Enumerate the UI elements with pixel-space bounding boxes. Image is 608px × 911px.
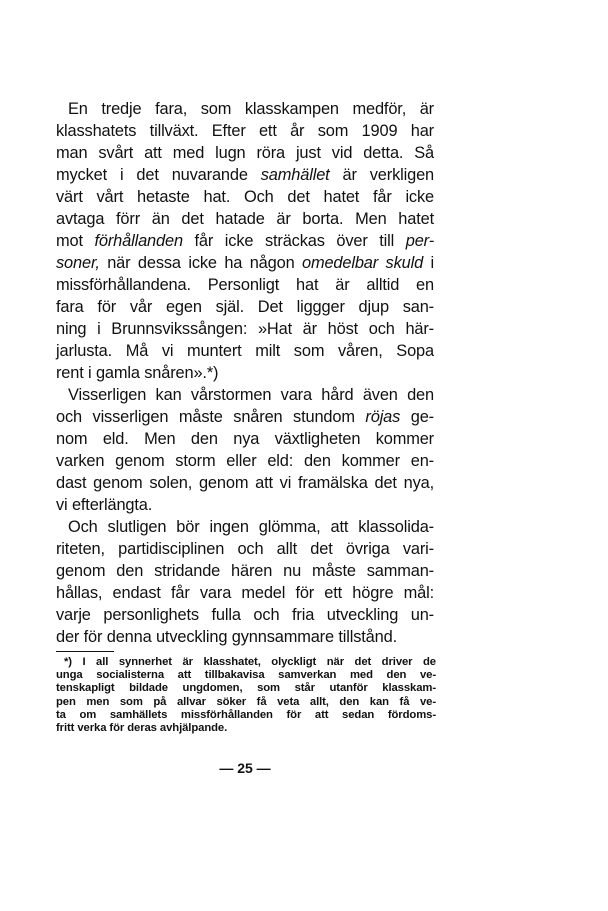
footnote-line: unga socialisterna att tillbakavisa samverkan med den ve- xyxy=(56,669,436,682)
text-segment: får icke sträckas över till xyxy=(182,232,406,250)
text-line xyxy=(56,186,434,208)
text-line xyxy=(56,98,434,120)
text-segment: dast genom solen, genom att vi framälska det nya, xyxy=(56,474,434,492)
text-line xyxy=(56,318,434,340)
paragraph xyxy=(56,384,434,516)
text-line xyxy=(56,164,434,186)
italic-text: samhället xyxy=(260,166,330,184)
text-line xyxy=(56,516,434,538)
text-segment: jarlusta. Må vi muntert milt som våren, Sopa xyxy=(56,342,434,360)
text-line xyxy=(56,604,434,626)
page-number: — 25 — xyxy=(219,760,271,776)
text-segment: varken genom storm eller eld: den kommer en- xyxy=(56,452,434,470)
text-segment: är verkligen xyxy=(329,166,434,184)
text-segment: nom eld. Men den nya växtligheten kommer xyxy=(56,430,434,448)
footnote-divider xyxy=(56,651,114,652)
text-segment: när dessa icke ha någon xyxy=(99,254,302,272)
text-segment: riteten, partidisciplinen och allt det övriga vari- xyxy=(56,540,434,558)
text-line xyxy=(56,340,434,362)
text-segment: fara för vår egen själ. Det liggger djup san- xyxy=(56,298,434,316)
text-segment: ge- xyxy=(400,408,434,426)
paragraph xyxy=(56,516,434,648)
text-line xyxy=(56,120,434,142)
footnote-line: pen men som på allvar söker få veta allt, den kan få ve- xyxy=(56,695,436,708)
text-line xyxy=(56,428,434,450)
footnote-line: ta om samhällets missförhållanden för att sedan fördoms- xyxy=(56,708,436,721)
footnote-line: *) I all synnerhet är klasshatet, olyckligt när det driver de xyxy=(64,656,436,668)
text-segment: värt vårt hetaste hat. Och det hatet får icke xyxy=(56,188,434,206)
text-line xyxy=(56,626,434,648)
text-line xyxy=(56,362,434,384)
footnote xyxy=(56,656,436,735)
text-line xyxy=(56,560,434,582)
text-segment: der för denna utveckling gynnsammare tillstånd. xyxy=(56,628,397,646)
text-line xyxy=(56,296,434,318)
text-line xyxy=(56,274,434,296)
text-line xyxy=(56,142,434,164)
text-segment: rent i gamla snåren».*) xyxy=(56,364,219,382)
italic-text: omedelbar skuld xyxy=(301,254,424,272)
text-segment: genom den stridande hären nu måste samman- xyxy=(56,562,434,580)
text-line xyxy=(56,208,434,230)
text-segment: hållas, endast får vara medel för ett högre mål: xyxy=(56,584,434,602)
footnote-line: fritt verka för deras avhjälpande. xyxy=(56,722,228,735)
text-segment: vi efterlängta. xyxy=(56,496,153,514)
text-line xyxy=(56,582,434,604)
text-line xyxy=(56,384,434,406)
text-segment: mycket i det nuvarande xyxy=(56,166,261,184)
text-line xyxy=(56,538,434,560)
text-segment: missförhållandena. Personligt hat är alltid en xyxy=(56,276,434,294)
text-segment: varje personlighets fulla och fria utveckling un- xyxy=(56,606,434,624)
text-segment: i xyxy=(423,254,434,272)
footnote-line: tenskapligt bildade ungdomen, som står utanför klasskam- xyxy=(56,682,436,695)
text-segment: och visserligen måste snåren stundom xyxy=(56,408,366,426)
italic-text: soner, xyxy=(56,254,100,272)
text-segment: En tredje fara, som klasskampen medför, är xyxy=(68,100,434,118)
text-segment: ning i Brunnsvikssången: »Hat är höst och här- xyxy=(56,320,434,338)
text-segment: avtaga förr än det hatade är borta. Men hatet xyxy=(56,210,434,228)
italic-text: röjas xyxy=(365,408,401,426)
text-line xyxy=(56,252,434,274)
text-line xyxy=(56,494,434,516)
text-segment: man svårt att med lugn röra just vid detta. Så xyxy=(56,144,434,162)
text-segment: Och slutligen bör ingen glömma, att klassolida- xyxy=(68,518,434,536)
paragraph xyxy=(56,98,434,384)
text-segment: mot xyxy=(56,232,95,250)
text-line xyxy=(56,450,434,472)
italic-text: förhållanden xyxy=(94,232,183,250)
text-line xyxy=(56,472,434,494)
body-text xyxy=(56,98,434,648)
text-segment: klasshatets tillväxt. Efter ett år som 1909 har xyxy=(56,122,434,140)
text-segment: Visserligen kan vårstormen vara hård även den xyxy=(68,386,434,404)
italic-text: per- xyxy=(405,232,435,250)
text-line xyxy=(56,406,434,428)
text-line xyxy=(56,230,434,252)
